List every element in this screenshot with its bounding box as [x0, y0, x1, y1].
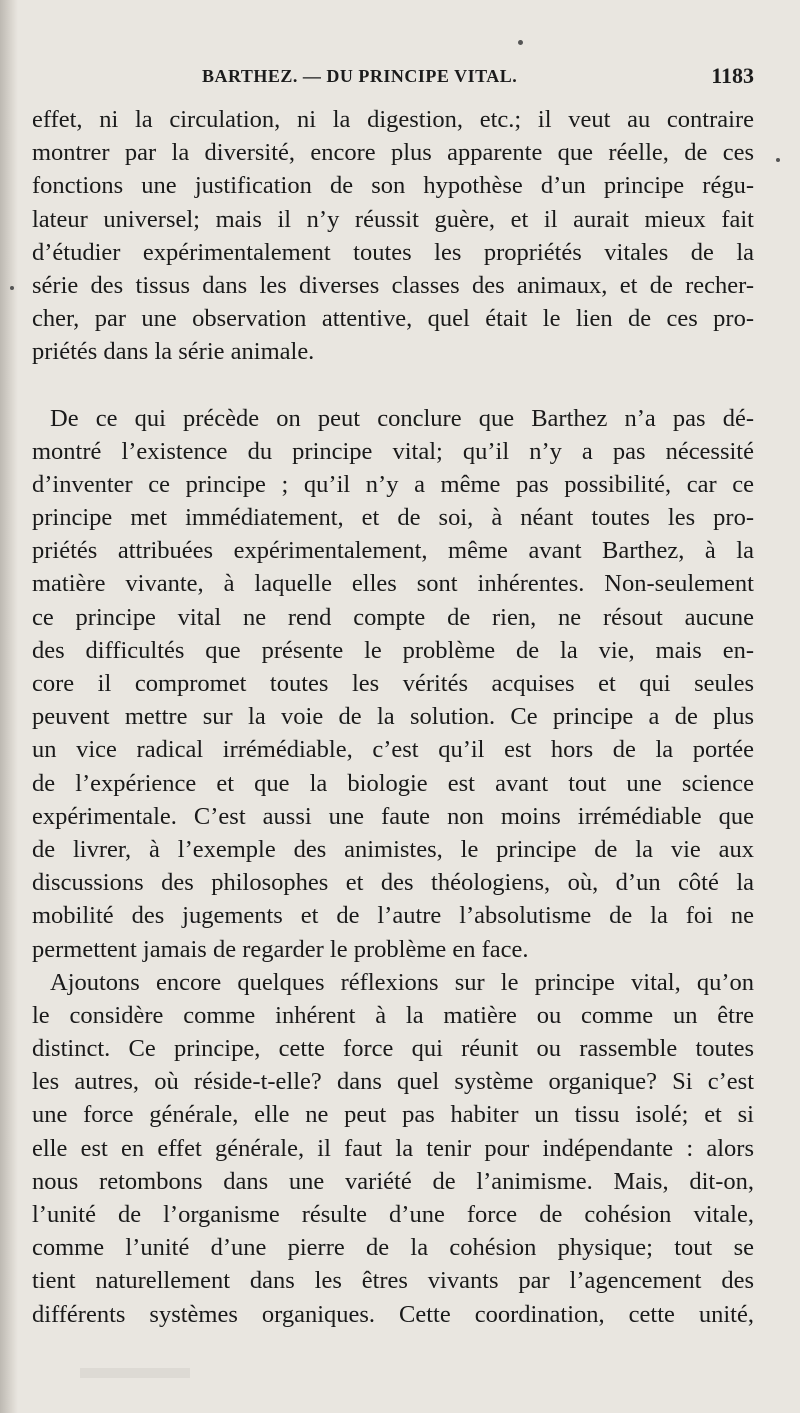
- text-line: elle est en effet générale, il faut la tenir pour indépendante : alors: [32, 1134, 754, 1162]
- paragraph-gap: [32, 369, 754, 402]
- paragraph: [32, 966, 754, 1331]
- text-line: permettent jamais de regarder le problème en face.: [32, 935, 529, 963]
- text-line: peuvent mettre sur la voie de la solution. Ce principe a de plus: [32, 703, 754, 731]
- text-line: un vice radical irrémédiable, c’est qu’il est hors de la portée: [32, 736, 754, 764]
- running-head: BARTHEZ. — DU PRINCIPE VITAL.: [202, 66, 518, 86]
- text-line: priétés attribuées expérimentalement, même avant Barthez, à la: [32, 537, 754, 565]
- text-line: les autres, où réside-t-elle? dans quel système organique? Si c’est: [32, 1068, 754, 1096]
- text-line: matière vivante, à laquelle elles sont inhérentes. Non-seulement: [32, 570, 754, 598]
- page-number: 1183: [711, 63, 754, 88]
- text-line: montré l’existence du principe vital; qu’il n’y a pas nécessité: [32, 437, 754, 465]
- text-line: principe met immédiatement, et de soi, à néant toutes les pro-: [32, 504, 754, 532]
- text-line: série des tissus dans les diverses classes des animaux, et de recher-: [32, 271, 754, 299]
- ink-speck: [776, 158, 780, 162]
- text-line: des difficultés que présente le problème de la vie, mais en-: [32, 636, 754, 664]
- text-line: lateur universel; mais il n’y réussit guère, et il aurait mieux fait: [32, 205, 754, 233]
- text-line: comme l’unité d’une pierre de la cohésion physique; tout se: [32, 1234, 754, 1262]
- text-line: effet, ni la circulation, ni la digestion, etc.; il veut au contraire: [32, 106, 754, 133]
- text-line: discussions des philosophes et des théologiens, où, d’un côté la: [32, 869, 754, 897]
- text-line: de l’expérience et que la biologie est avant tout une science: [32, 769, 754, 797]
- body-text: [32, 103, 754, 1331]
- text-line: priétés dans la série animale.: [32, 338, 315, 366]
- page-header: [202, 62, 754, 96]
- text-line: mobilité des jugements et de l’autre l’absolutisme de la foi ne: [32, 902, 754, 930]
- text-line: core il compromet toutes les vérités acquises et qui seules: [32, 670, 754, 697]
- text-line: fonctions une justification de son hypothèse d’un principe régu-: [32, 172, 754, 200]
- text-line: une force générale, elle ne peut pas habiter un tissu isolé; et si: [32, 1101, 754, 1129]
- text-line: de livrer, à l’exemple des animistes, le principe de la vie aux: [32, 835, 754, 863]
- bleed-through-smudge: [80, 1368, 190, 1378]
- page-binding-shadow: [0, 0, 18, 1413]
- text-line: expérimentale. C’est aussi une faute non moins irrémédiable que: [32, 802, 754, 830]
- text-line: montrer par la diversité, encore plus apparente que réelle, de ces: [32, 139, 754, 167]
- text-line: d’étudier expérimentalement toutes les propriétés vitales de la: [32, 238, 754, 266]
- text-line: d’inventer ce principe ; qu’il n’y a même pas possibilité, car ce: [32, 470, 754, 498]
- text-line: tient naturellement dans les êtres vivants par l’agencement des: [32, 1267, 754, 1295]
- text-line: De ce qui précède on peut conclure que Barthez n’a pas dé-: [50, 404, 754, 432]
- text-line: différents systèmes organiques. Cette coordination, cette unité,: [32, 1300, 754, 1328]
- text-line: Ajoutons encore quelques réflexions sur le principe vital, qu’on: [50, 968, 754, 996]
- text-line: nous retombons dans une variété de l’animisme. Mais, dit-on,: [32, 1167, 754, 1195]
- text-line: ce principe vital ne rend compte de rien, ne résout aucune: [32, 603, 754, 631]
- ink-speck: [10, 286, 14, 290]
- text-line: l’unité de l’organisme résulte d’une force de cohésion vitale,: [32, 1201, 754, 1228]
- text-line: distinct. Ce principe, cette force qui réunit ou rassemble toutes: [32, 1035, 754, 1063]
- text-line: le considère comme inhérent à la matière ou comme un être: [32, 1001, 754, 1029]
- paragraph: [32, 103, 754, 369]
- ink-speck: [518, 40, 523, 45]
- text-line: cher, par une observation attentive, quel était le lien de ces pro-: [32, 305, 754, 333]
- paragraph: [32, 402, 754, 966]
